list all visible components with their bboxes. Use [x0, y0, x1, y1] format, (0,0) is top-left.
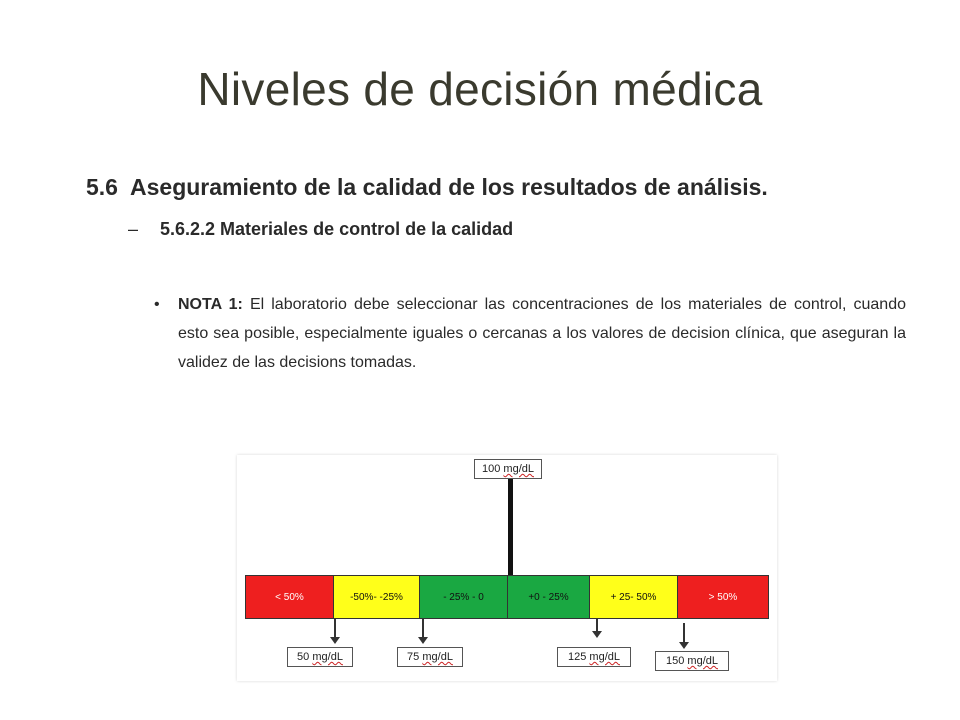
- note-bullet: [154, 290, 906, 377]
- center-value-label: [474, 459, 542, 479]
- subsection-dash: –: [128, 219, 139, 239]
- range-segment: > 50%: [678, 576, 768, 618]
- range-segment: + 25- 50%: [590, 576, 678, 618]
- section-number: 5.6: [86, 174, 118, 200]
- down-arrow-icon: [334, 618, 336, 638]
- subsection-heading: [128, 219, 513, 240]
- range-segment: - 25% - 0: [420, 576, 508, 618]
- slide-title: Niveles de decisión médica: [197, 63, 763, 115]
- lower-value-label: 150 mg/dL: [655, 651, 729, 671]
- decision-level-diagram: [237, 455, 777, 681]
- down-arrow-icon: [596, 618, 598, 632]
- note-label: NOTA 1:: [178, 296, 243, 313]
- range-bar: [245, 575, 769, 619]
- center-unit: mg/dL: [503, 463, 534, 475]
- note-body: El laboratorio debe seleccionar las concentraciones de los materiales de control, cuando esto sea posible, especialmente iguales o cercanas a los valores de decision clínica, que aseguran la validez de las decisions tomadas.: [178, 296, 906, 371]
- section-heading: [86, 174, 768, 201]
- center-line: [508, 479, 513, 575]
- subsection-text: 5.6.2.2 Materiales de control de la calidad: [160, 219, 514, 239]
- range-segment: -50%- -25%: [334, 576, 420, 618]
- center-value: 100: [482, 463, 501, 475]
- range-segment: +0 - 25%: [508, 576, 590, 618]
- lower-value-label: 75 mg/dL: [397, 647, 463, 667]
- down-arrow-icon: [683, 623, 685, 643]
- down-arrow-icon: [422, 618, 424, 638]
- lower-value-label: 125 mg/dL: [557, 647, 631, 667]
- bullet-icon: •: [154, 296, 160, 313]
- note-text: [178, 290, 906, 377]
- range-segment: < 50%: [246, 576, 334, 618]
- section-text: Aseguramiento de la calidad de los resultados de análisis.: [130, 174, 768, 200]
- lower-value-label: 50 mg/dL: [287, 647, 353, 667]
